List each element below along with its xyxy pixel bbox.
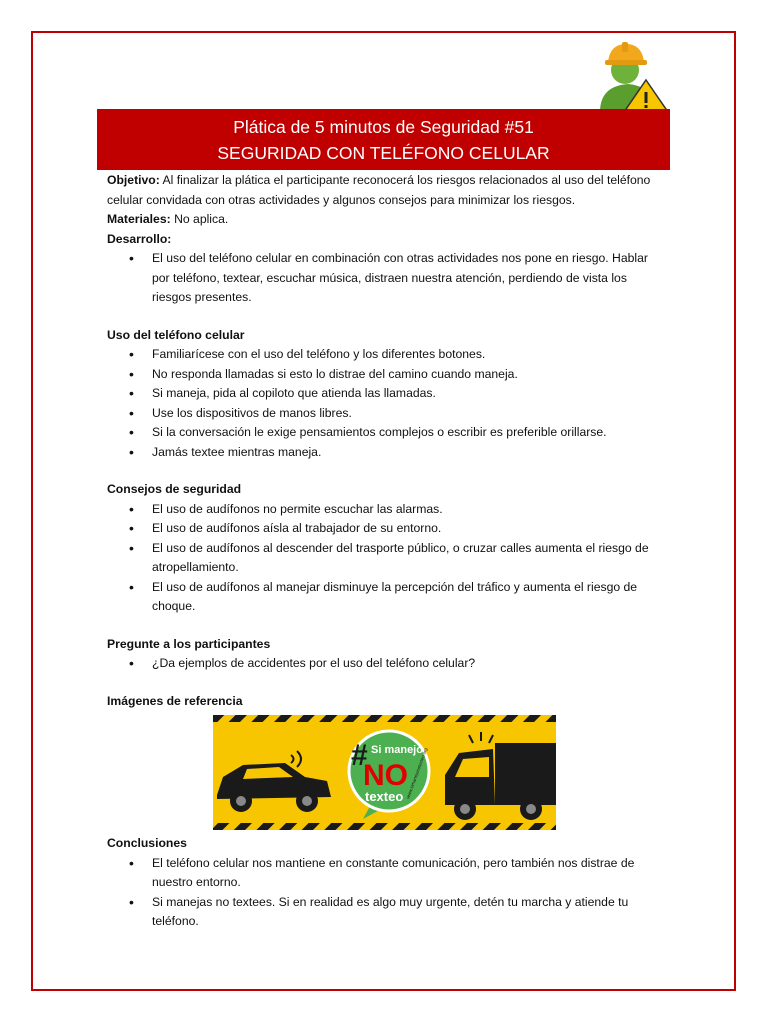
materials-text: No aplica. [170,212,229,226]
title-line-1: Plática de 5 minutos de Seguridad #51 [233,117,534,137]
phone-use-list [107,345,667,462]
list-item: • ¿Da ejemplos de accidentes por el uso del teléfono celular? [107,654,667,674]
list-item: • Si maneja, pida al copiloto que atienda las llamadas. [107,384,667,404]
svg-text:#: # [351,739,368,772]
svg-text:Si manejo: Si manejo [371,744,423,756]
safety-tips-heading: Consejos de seguridad [107,482,242,496]
no-texting-campaign-image [213,715,556,830]
objective-paragraph [107,171,667,210]
list-item: • El uso de audífonos al descender del trasporte público, o cruzar calles aumenta el riesgo de atropellamiento. [107,539,667,578]
svg-text:NO: NO [363,759,408,792]
reference-heading: Imágenes de referencia [107,693,243,708]
materials-label: Materiales: [107,212,171,226]
safety-tips-list [107,500,667,617]
list-item: • El uso de audífonos aísla al trabajador de su entorno. [107,519,667,539]
construction-worker-icon [588,40,668,112]
title-line-2: SEGURIDAD CON TELÉFONO CELULAR [217,143,550,163]
list-item: • Jamás textee mientras maneja. [107,443,667,463]
development-list [107,249,667,308]
list-item: • El uso del teléfono celular en combinación con otras actividades nos pone en riesgo. Hablar por teléfono, textear, escuchar música, distraen nuestra atención, perdiendo de vista los riesgos presentes. [107,249,667,308]
list-item: • Use los dispositivos de manos libres. [107,404,667,424]
svg-text:www.simanejonotexteo.org: www.simanejonotexteo.org [405,747,429,800]
list-item: • El teléfono celular nos mantiene en constante comunicación, pero también nos distrae de nuestro entorno. [107,854,667,893]
development-heading: Desarrollo: [107,231,172,246]
conclusions-list [107,854,667,932]
list-item: • Familiarícese con el uso del teléfono y los diferentes botones. [107,345,667,365]
list-item: • El uso de audífonos no permite escuchar las alarmas. [107,500,667,520]
list-item: • El uso de audífonos al manejar disminuye la percepción del tráfico y aumenta el riesgo de choque. [107,578,667,617]
list-item: • No responda llamadas si esto lo distrae del camino cuando maneja. [107,365,667,385]
title-banner [97,109,670,170]
svg-text:texteo: texteo [365,789,404,804]
list-item: • Si la conversación le exige pensamientos complejos o escribir es preferible orillarse. [107,423,667,443]
objective-label: Objetivo: [107,173,160,187]
objective-text: Al finalizar la plática el participante reconocerá los riesgos relacionados al uso del teléfono celular convidada con otras actividades y algunos consejos para minimizar los riesgos. [107,173,651,207]
questions-heading: Pregunte a los participantes [107,636,271,651]
phone-use-heading: Uso del teléfono celular [107,327,245,342]
questions-list [107,654,667,674]
document-body [107,171,667,932]
list-item: • Si manejas no textees. Si en realidad es algo muy urgente, detén tu marcha y atiende tu teléfono. [107,893,667,932]
materials-paragraph [107,210,667,230]
conclusions-heading: Conclusiones [107,836,187,850]
